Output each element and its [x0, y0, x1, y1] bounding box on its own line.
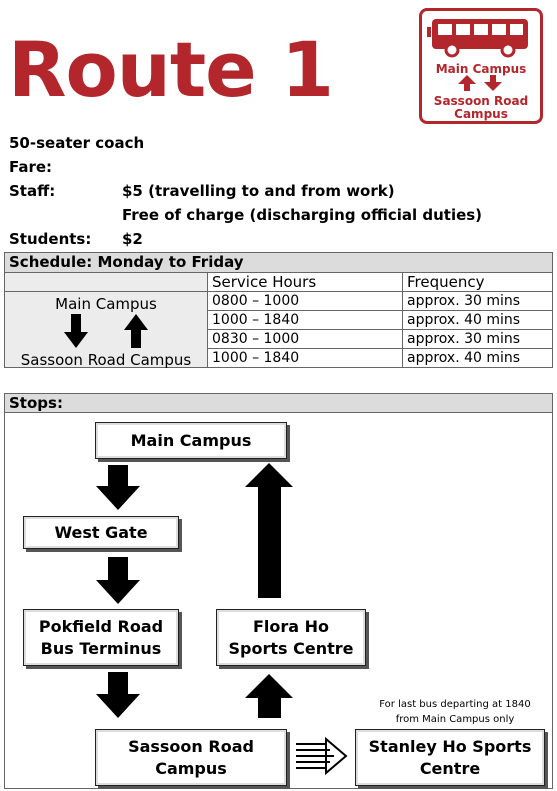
arrow-down-icon: [96, 557, 140, 604]
stop-label: Bus Terminus: [40, 638, 162, 658]
stop-label: Stanley Ho Sports: [368, 736, 532, 756]
page-title: Route 1: [8, 25, 334, 114]
hours-cell: 0830 – 1000: [208, 330, 403, 349]
dashed-arrow-right-icon: [296, 739, 346, 773]
stops-heading: Stops:: [4, 393, 553, 413]
col-service-hours: Service Hours: [208, 273, 403, 292]
freq-cell: approx. 40 mins: [403, 349, 553, 368]
stop-flora-ho: [216, 609, 366, 666]
stop-west-gate: [23, 516, 179, 549]
stop-label: Sports Centre: [228, 638, 354, 658]
stop-stanley-ho: [355, 729, 545, 786]
staff-label: Staff:: [9, 182, 56, 200]
col-frequency: Frequency: [403, 273, 553, 292]
staff-fare-work: $5 (travelling to and from work): [122, 182, 395, 200]
arrow-up-icon: [245, 674, 293, 718]
hours-cell: 0800 – 1000: [208, 292, 403, 311]
hours-cell: 1000 – 1840: [208, 311, 403, 330]
hours-cell: 1000 – 1840: [208, 349, 403, 368]
note-line: For last bus departing at 1840: [379, 699, 531, 710]
freq-cell: approx. 30 mins: [403, 292, 553, 311]
stop-label: Campus: [155, 758, 227, 778]
arrow-down-icon: [96, 672, 140, 718]
students-fare: $2: [122, 230, 143, 248]
schedule-heading: Schedule: Monday to Friday: [4, 252, 553, 273]
stop-pokfield-road: [23, 609, 179, 666]
vehicle-type: 50-seater coach: [9, 134, 145, 152]
logo-line-sassoon: Sassoon Road: [433, 94, 529, 108]
students-label: Students:: [9, 230, 92, 248]
stop-label: Sassoon Road: [128, 736, 254, 756]
stop-sassoon-road: [95, 729, 287, 786]
fare-label: Fare:: [9, 158, 53, 176]
stop-main-campus: [95, 422, 287, 459]
stop-label: Main Campus: [130, 430, 252, 450]
logo-line-campus: Campus: [454, 107, 508, 121]
logo-line-main-campus: Main Campus: [435, 62, 527, 76]
arrow-down-icon: [96, 465, 140, 510]
stop-label: Centre: [419, 758, 481, 778]
stop-label: Flora Ho: [252, 616, 330, 636]
last-bus-note: [375, 697, 535, 727]
stop-label: West Gate: [54, 522, 148, 542]
staff-fare-official: Free of charge (discharging official duties): [122, 206, 483, 224]
freq-cell: approx. 30 mins: [403, 330, 553, 349]
note-line: from Main Campus only: [395, 714, 515, 725]
from-campus: Main Campus: [55, 295, 157, 313]
to-campus: Sassoon Road Campus: [20, 351, 192, 369]
stop-label: Pokfield Road: [38, 616, 164, 636]
arrow-up-icon: [245, 463, 293, 598]
freq-cell: approx. 40 mins: [403, 311, 553, 330]
